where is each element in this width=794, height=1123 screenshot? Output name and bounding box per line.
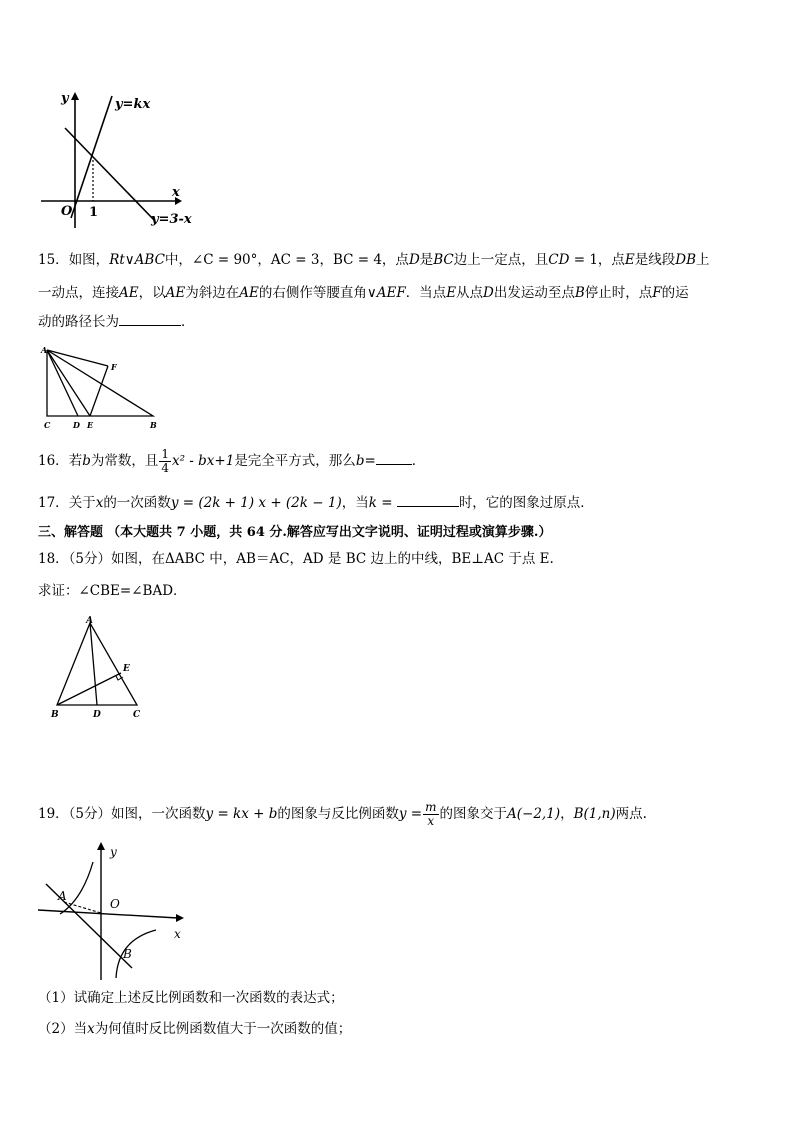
text: 是: [419, 252, 434, 268]
q19-sub-1: （1）试确定上述反比例函数和一次函数的表达式；: [38, 990, 344, 1006]
math: D: [408, 252, 420, 268]
math: E: [446, 285, 457, 301]
math: k: [368, 495, 377, 511]
q15-line-1: [38, 250, 710, 270]
section-3-header: [38, 523, 551, 543]
math: x: [87, 1021, 95, 1037]
figure-q19-graph: [38, 840, 193, 985]
answer-blank[interactable]: [376, 452, 412, 465]
origin-label: O: [61, 204, 73, 219]
origin-label: O: [110, 897, 120, 911]
fraction-numerator: 1: [161, 447, 169, 461]
text: 动的路径长为: [38, 314, 119, 330]
text: ．: [181, 314, 195, 330]
math: y = kx + b: [205, 806, 278, 822]
point-label-E: E: [87, 420, 94, 430]
math: CD: [548, 252, 570, 268]
text: 为常数，且: [90, 453, 159, 469]
q18-prove: 求证：∠CBE=∠BAD．: [38, 583, 187, 599]
text: 关于: [68, 495, 96, 511]
text: 时，它的图象过原点．: [458, 495, 594, 511]
text: 是线段: [634, 252, 676, 268]
question-number: 15．: [38, 252, 69, 268]
point-label-B: B: [150, 420, 157, 430]
math: B(1,n): [573, 806, 616, 822]
fraction-denominator: x: [427, 814, 435, 828]
math: b: [82, 453, 91, 469]
y-axis-label: y: [110, 845, 117, 859]
math: x: [95, 495, 104, 511]
math: y = (2k + 1) x + (2k − 1): [170, 495, 342, 511]
text: 从点: [456, 285, 484, 301]
text: （2）当: [38, 1021, 88, 1037]
math: F: [652, 285, 662, 301]
x-axis-label: x: [174, 927, 181, 941]
text: 19．（5分）如图，一次函数: [38, 806, 206, 822]
text: 的图象与反比例函数: [277, 806, 399, 822]
math: AE: [119, 285, 139, 301]
text: 上: [696, 252, 710, 268]
section-note: （本大题共 7 小题，共 64 分.解答应写出文字说明、证明过程或演算步骤.）: [107, 525, 552, 540]
text: 的运: [661, 285, 689, 301]
text: 为斜边在: [185, 285, 240, 301]
point-label-C: C: [133, 710, 141, 720]
text: ，以: [138, 285, 166, 301]
math: AE: [239, 285, 259, 301]
q19-sub-2: [38, 1019, 351, 1039]
point-label-B: B: [123, 947, 132, 961]
section-title: 三、解答题: [38, 525, 104, 540]
point-label-D: D: [73, 420, 80, 430]
fraction-denominator: 4: [161, 461, 169, 475]
math: BC: [433, 252, 454, 268]
figure-q15-triangle: [38, 343, 163, 433]
text: 若: [68, 453, 83, 469]
text: ．: [411, 453, 426, 469]
question-number: 17．: [38, 495, 69, 511]
math: E: [624, 252, 635, 268]
text: 如图，: [68, 252, 110, 268]
x-axis-label: x: [172, 185, 180, 200]
text: ，: [560, 806, 574, 822]
line-label-3-x: y=3-x: [151, 212, 192, 227]
text: 的右侧作等腰直角: [258, 285, 367, 301]
math: b: [355, 453, 365, 469]
text: 两点.: [615, 806, 647, 822]
text: 停止时，点: [584, 285, 653, 301]
math: A(−2,1): [507, 806, 561, 822]
q15-line-3: [38, 312, 195, 332]
tick-label-1: 1: [89, 205, 99, 220]
text: 为何值时反比例函数值大于一次函数的值；: [94, 1021, 352, 1037]
question-number: 16．: [38, 453, 69, 469]
q18-line: 18．（5分）如图，在ΔABC 中，AB＝AC，AD 是 BC 边上的中线，BE⊥AC 于点 E.: [38, 551, 554, 567]
q15-line-2: [38, 283, 689, 303]
q17-line: [38, 493, 594, 513]
point-label-F: F: [111, 362, 117, 372]
text: =: [376, 495, 397, 511]
text: 中，∠C = 90°，AC = 3，BC = 4，点: [164, 252, 409, 268]
text: ．当点: [405, 285, 447, 301]
point-label-B: B: [51, 710, 59, 720]
answer-blank[interactable]: [119, 313, 181, 326]
text: = 1，点: [569, 252, 625, 268]
math: D: [483, 285, 494, 301]
point-label-E: E: [123, 664, 130, 674]
text: 是完全平方式，那么: [234, 453, 356, 469]
fraction-numerator: m: [425, 800, 437, 814]
point-label-A: A: [58, 889, 67, 903]
text: 的一次函数: [103, 495, 171, 511]
text: 边上一定点，且: [453, 252, 549, 268]
text: 出发运动至点: [493, 285, 575, 301]
line-label-kx: y=kx: [115, 97, 151, 112]
math: Rt∨ABC: [109, 252, 165, 268]
q19-line: [38, 798, 647, 830]
q16-line: [38, 446, 425, 476]
point-label-A: A: [86, 616, 93, 626]
answer-blank[interactable]: [397, 494, 459, 507]
text: ，当: [341, 495, 369, 511]
point-label-A: A: [41, 345, 48, 355]
figure-q18-triangle: [45, 613, 155, 723]
point-label-D: D: [93, 710, 101, 720]
figure-q14-graph: [35, 88, 205, 233]
text: 一动点，连接: [38, 285, 119, 301]
math: DB: [675, 252, 697, 268]
text: =: [364, 453, 376, 469]
math: y =: [398, 806, 423, 822]
fraction-1-4: [159, 448, 171, 475]
point-label-C: C: [44, 420, 51, 430]
math: AE: [165, 285, 186, 301]
math: x² - bx+1: [171, 453, 235, 469]
text: 的图象交于: [439, 806, 508, 822]
y-axis-label: y: [61, 91, 69, 106]
fraction-m-x: [423, 801, 438, 828]
math: ∨AEF: [366, 285, 406, 301]
math: B: [574, 285, 585, 301]
